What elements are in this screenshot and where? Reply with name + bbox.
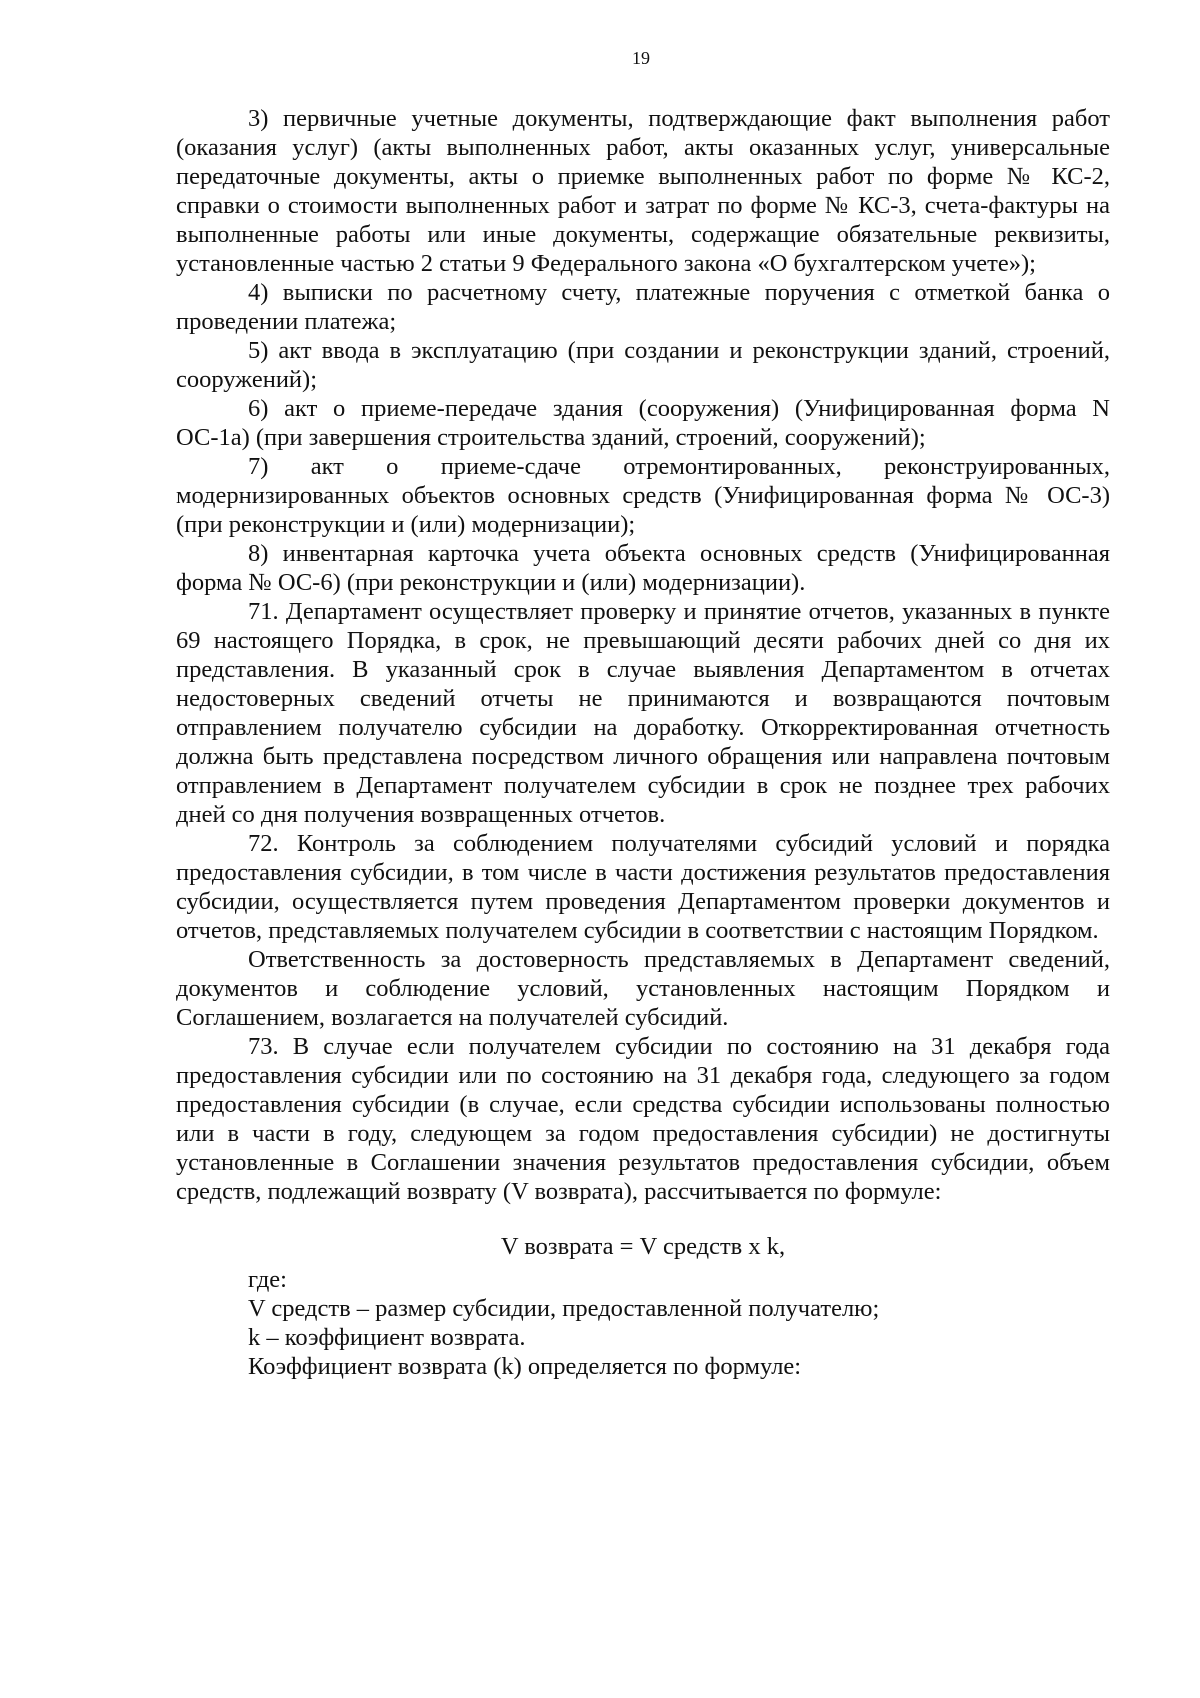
page-number: 19 (632, 48, 650, 68)
paragraph-71: 71. Департамент осуществляет проверку и принятие отчетов, указанных в пункте 69 настоящего Порядка, в срок, не превышающий десяти рабочих дней со дня их представления. В указанный срок в случае выявления Департаментом в отчетах недостоверных сведений отчеты не принимаются и возвращаются почтовым отправлением получателю субсидии на доработку. Откорректированная отчетность должна быть представлена посредством личного обращения или направлена почтовым отправлением в Департамент получателем субсидии в срок не позднее трех рабочих дней со дня получения возвращенных отчетов. (176, 598, 1110, 828)
document-body (176, 104, 1110, 1381)
paragraph-item-5: 5) акт ввода в эксплуатацию (при создании и реконструкции зданий, строений, сооружений); (176, 337, 1110, 393)
paragraph-item-3: 3) первичные учетные документы, подтверждающие факт выполнения работ (оказания услуг) (акты выполненных работ, акты оказанных услуг, универсальные передаточные документы, акты о приемке выполненных работ по форме № КС-2, справки о стоимости выполненных работ и затрат по форме № КС-3, счета-фактуры на выполненные работы или иные документы, содержащие обязательные реквизиты, установленные частью 2 статьи 9 Федерального закона «О бухгалтерском учете»); (176, 105, 1110, 277)
return-volume-formula: V возврата = V средств x k, (500, 1233, 786, 1260)
paragraph-item-8: 8) инвентарная карточка учета объекта основных средств (Унифицированная форма № ОС-6) (при реконструкции и (или) модернизации). (176, 540, 1110, 596)
paragraph-item-6: 6) акт о приеме-передаче здания (сооружения) (Унифицированная форма N ОС-1а) (при завершения строительства зданий, строений, сооружений); (176, 395, 1110, 451)
paragraph-72: 72. Контроль за соблюдением получателями субсидий условий и порядка предоставления субсидии, в том числе в части достижения результатов предоставления субсидии, осуществляется путем проведения Департаментом проверки документов и отчетов, представляемых получателем субсидии в соответствии с настоящим Порядком. (176, 830, 1110, 944)
definition-k: k – коэффициент возврата. (248, 1324, 526, 1351)
paragraph-responsibility: Ответственность за достоверность представляемых в Департамент сведений, документов и соблюдение условий, установленных настоящим Порядком и Соглашением, возлагается на получателей субсидий. (176, 946, 1110, 1031)
paragraph-item-4: 4) выписки по расчетному счету, платежные поручения с отметкой банка о проведении платежа; (176, 279, 1110, 335)
paragraph-item-7: 7) акт о приеме-сдаче отремонтированных, реконструированных, модернизированных объектов основных средств (Унифицированная форма № ОС-3) (при реконструкции и (или) модернизации); (176, 453, 1110, 538)
coefficient-intro: Коэффициент возврата (k) определяется по формуле: (248, 1353, 802, 1380)
where-label: где: (248, 1266, 287, 1293)
definition-v-funds: V средств – размер субсидии, предоставленной получателю; (248, 1295, 880, 1322)
paragraph-73: 73. В случае если получателем субсидии по состоянию на 31 декабря года предоставления субсидии или по состоянию на 31 декабря года, следующего за годом предоставления субсидии (в случае, если средства субсидии использованы полностью или в части в году, следующем за годом предоставления субсидии) не достигнуты установленные в Соглашении значения результатов предоставления субсидии, объем средств, подлежащий возврату (V возврата), рассчитывается по формуле: (176, 1033, 1110, 1205)
